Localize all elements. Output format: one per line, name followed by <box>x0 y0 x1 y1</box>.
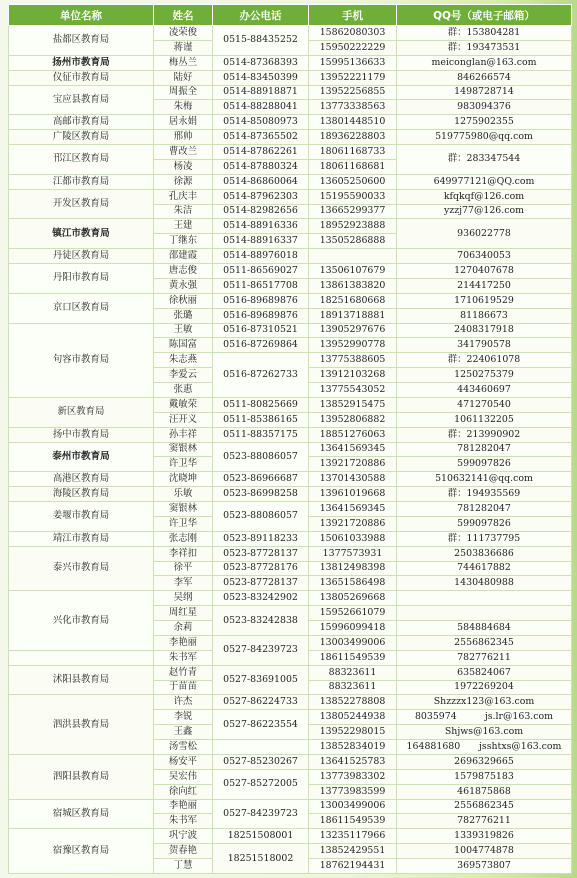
office-phone-cell: 0516-87269864 <box>213 338 309 353</box>
name-cell: 唐志俊 <box>154 264 213 279</box>
qq-email-cell: 群：111737795 <box>397 531 572 546</box>
name-cell: 陆好 <box>154 70 213 85</box>
name-cell: 孙丰祥 <box>154 427 213 442</box>
name-cell: 余莉 <box>154 621 213 636</box>
office-phone-cell: 0516-87262733 <box>213 353 309 398</box>
table-row <box>9 665 572 680</box>
name-cell: 吴纲 <box>154 591 213 606</box>
qq-email-cell: 782776211 <box>397 650 572 665</box>
qq-email-cell: 471270540 <box>397 397 572 412</box>
office-phone-cell: 0527-86224733 <box>213 695 309 710</box>
name-cell: 徐源 <box>154 174 213 189</box>
unit-cell: 泰兴市教育局 <box>9 546 154 591</box>
office-phone-cell: 0514-88976018 <box>213 249 309 264</box>
mobile-cell: 18061168733 <box>309 145 397 160</box>
name-cell: 汪开义 <box>154 412 213 427</box>
mobile-cell: 15195590033 <box>309 189 397 204</box>
name-cell: 李艳丽 <box>154 799 213 814</box>
unit-cell: 镇江市教育局 <box>9 219 154 249</box>
mobile-cell: 13912103268 <box>309 368 397 383</box>
mobile-cell: 13665299377 <box>309 204 397 219</box>
mobile-cell: 13235117966 <box>309 829 397 844</box>
name-cell: 孔庆丰 <box>154 189 213 204</box>
unit-cell: 丹阳市教育局 <box>9 264 154 294</box>
unit-cell: 兴化市教育局 <box>9 591 154 651</box>
mobile-cell: 18061168681 <box>309 159 397 174</box>
office-phone-cell: 0514-88288041 <box>213 100 309 115</box>
name-cell: 朱书军 <box>154 814 213 829</box>
name-cell: 王敏 <box>154 323 213 338</box>
office-phone-cell: 0511-80825669 <box>213 397 309 412</box>
office-phone-cell: 0511-88357175 <box>213 427 309 442</box>
unit-cell: 京口区教育局 <box>9 293 154 323</box>
name-cell: 黄永强 <box>154 278 213 293</box>
qq-email-cell: 1275902355 <box>397 115 572 130</box>
qq-email-cell: 584884684 <box>397 621 572 636</box>
qq-email-cell: 群：193473531 <box>397 40 572 55</box>
unit-cell: 新区教育局 <box>9 397 154 427</box>
mobile-cell: 13773983599 <box>309 784 397 799</box>
qq-email-cell: 8035974 js.lr@163.com <box>397 710 572 725</box>
mobile-cell: 1377573931 <box>309 546 397 561</box>
qq-email-cell: 1339319826 <box>397 829 572 844</box>
mobile-cell: 18762194431 <box>309 859 397 874</box>
mobile-cell: 13861383820 <box>309 278 397 293</box>
qq-email-cell: 2408317918 <box>397 323 572 338</box>
mobile-cell: 13773983302 <box>309 769 397 784</box>
office-phone-cell: 0523-87728137 <box>213 546 309 561</box>
unit-cell: 仪征市教育局 <box>9 70 154 85</box>
office-phone-cell: 0523-86966687 <box>213 472 309 487</box>
mobile-cell: 18611549539 <box>309 650 397 665</box>
unit-cell: 高邮市教育局 <box>9 115 154 130</box>
name-cell: 贺春艳 <box>154 844 213 859</box>
qq-email-cell: 群：224061078 <box>397 353 572 368</box>
office-phone-cell: 0515-88435252 <box>213 26 309 56</box>
unit-cell: 宿豫区教育局 <box>9 829 154 874</box>
qq-email-cell: 81186673 <box>397 308 572 323</box>
mobile-cell: 15950222229 <box>309 40 397 55</box>
mobile-cell: 13003499006 <box>309 799 397 814</box>
table-row <box>9 591 572 606</box>
qq-email-cell: Shjws@163.com <box>397 725 572 740</box>
mobile-cell: 88323611 <box>309 680 397 695</box>
contact-table <box>8 4 572 874</box>
table-row <box>9 502 572 517</box>
name-cell: 王建 <box>154 219 213 234</box>
name-cell: 吴宏伟 <box>154 769 213 784</box>
office-phone-cell: 0511-86569027 <box>213 264 309 279</box>
mobile-cell: 18851276063 <box>309 427 397 442</box>
office-phone-cell: 0514-83450399 <box>213 70 309 85</box>
office-phone-cell: 0516-87310521 <box>213 323 309 338</box>
name-cell: 戴敏荣 <box>154 397 213 412</box>
qq-email-cell <box>397 606 572 621</box>
table-row <box>9 695 572 710</box>
qq-email-cell: 2556862345 <box>397 635 572 650</box>
office-phone-cell: 0523-87728137 <box>213 576 309 591</box>
unit-cell: 海陵区教育局 <box>9 487 154 502</box>
qq-email-cell: 510632141@qq.com <box>397 472 572 487</box>
mobile-cell: 13505286888 <box>309 234 397 249</box>
office-phone-cell: 0527-85272005 <box>213 769 309 799</box>
name-cell: 张璐 <box>154 308 213 323</box>
mobile-cell: 13775543052 <box>309 383 397 398</box>
qq-email-cell: 2556862345 <box>397 799 572 814</box>
table-row <box>9 799 572 814</box>
mobile-cell: 18913718881 <box>309 308 397 323</box>
unit-cell: 盐都区教育局 <box>9 26 154 56</box>
name-cell: 丁慧 <box>154 859 213 874</box>
table-row <box>9 397 572 412</box>
mobile-cell: 15995136633 <box>309 55 397 70</box>
unit-cell: 丹徒区教育局 <box>9 249 154 264</box>
unit-cell: 高港区教育局 <box>9 472 154 487</box>
qq-email-cell: 635824067 <box>397 665 572 680</box>
name-cell: 杨凌 <box>154 159 213 174</box>
office-phone-cell: 0523-87728176 <box>213 561 309 576</box>
name-cell: 张志刚 <box>154 531 213 546</box>
table-row <box>9 487 572 502</box>
qq-email-cell: 1498728714 <box>397 85 572 100</box>
qq-email-cell: 2696329665 <box>397 754 572 769</box>
qq-email-cell <box>397 591 572 606</box>
mobile-cell: 13641569345 <box>309 442 397 457</box>
table-row <box>9 249 572 264</box>
office-phone-cell: 0527-84239723 <box>213 635 309 665</box>
qq-email-cell: 599097826 <box>397 516 572 531</box>
qq-email-cell: 2503836686 <box>397 546 572 561</box>
qq-email-cell: meiconglan@163.com <box>397 55 572 70</box>
mobile-cell: 15996099418 <box>309 621 397 636</box>
mobile-cell: 13921720886 <box>309 516 397 531</box>
mobile-cell: 13805269668 <box>309 591 397 606</box>
qq-email-cell: 649977121@QQ.com <box>397 174 572 189</box>
qq-email-cell: 164881680 jsshtxs@163.com <box>397 740 572 755</box>
name-cell: 丁继东 <box>154 234 213 249</box>
name-cell: 李爱云 <box>154 368 213 383</box>
office-phone-cell: 0516-89689876 <box>213 293 309 308</box>
mobile-cell: 13852429551 <box>309 844 397 859</box>
qq-email-cell: 846266574 <box>397 70 572 85</box>
qq-email-cell: 1061132205 <box>397 412 572 427</box>
unit-cell: 扬中市教育局 <box>9 427 154 442</box>
office-phone-cell: 0523-83242902 <box>213 591 309 606</box>
qq-email-cell: 781282047 <box>397 502 572 517</box>
unit-cell: 邗江区教育局 <box>9 145 154 175</box>
mobile-cell <box>309 249 397 264</box>
office-phone-cell: 18251508001 <box>213 829 309 844</box>
mobile-cell: 13003499006 <box>309 635 397 650</box>
unit-cell: 广陵区教育局 <box>9 130 154 145</box>
name-cell: 窦银林 <box>154 502 213 517</box>
qq-email-cell: 443460697 <box>397 383 572 398</box>
table-row <box>9 55 572 70</box>
table-row <box>9 531 572 546</box>
office-phone-cell: 0523-86998258 <box>213 487 309 502</box>
mobile-cell: 13605250600 <box>309 174 397 189</box>
name-cell: 徐向红 <box>154 784 213 799</box>
unit-cell: 泗阳县教育局 <box>9 754 154 799</box>
table-row <box>9 70 572 85</box>
mobile-cell: 18251680668 <box>309 293 397 308</box>
name-cell: 朱梅 <box>154 100 213 115</box>
mobile-cell: 13952298015 <box>309 725 397 740</box>
header-unit: 单位名称 <box>9 5 154 26</box>
mobile-cell: 13852915475 <box>309 397 397 412</box>
mobile-cell: 88323611 <box>309 665 397 680</box>
office-phone-cell: 0527-86223554 <box>213 710 309 740</box>
office-phone-cell: 0514-88916337 <box>213 234 309 249</box>
qq-email-cell: 1579875183 <box>397 769 572 784</box>
mobile-cell: 13506107679 <box>309 264 397 279</box>
name-cell: 徐秋丽 <box>154 293 213 308</box>
qq-email-cell: 936022778 <box>397 219 572 249</box>
name-cell: 梅丛兰 <box>154 55 213 70</box>
office-phone-cell: 0514-85080973 <box>213 115 309 130</box>
table-row <box>9 472 572 487</box>
mobile-cell: 18611549539 <box>309 814 397 829</box>
mobile-cell: 15952661079 <box>309 606 397 621</box>
qq-email-cell: 744617882 <box>397 561 572 576</box>
office-phone-cell: 0514-88918871 <box>213 85 309 100</box>
mobile-cell: 15862080303 <box>309 26 397 41</box>
name-cell: 朱志燕 <box>154 353 213 368</box>
unit-cell: 泗洪县教育局 <box>9 695 154 755</box>
qq-email-cell: 782776211 <box>397 814 572 829</box>
name-cell: 徐平 <box>154 561 213 576</box>
office-phone-cell: 0527-83691005 <box>213 665 309 695</box>
office-phone-cell: 0523-83242838 <box>213 606 309 636</box>
contact-table-panel <box>8 4 571 874</box>
table-header-row <box>9 5 572 26</box>
name-cell: 邵建霞 <box>154 249 213 264</box>
table-row <box>9 264 572 279</box>
qq-email-cell: 群：283347544 <box>397 145 572 175</box>
name-cell: 巩宁波 <box>154 829 213 844</box>
qq-email-cell: 1710619529 <box>397 293 572 308</box>
qq-email-cell: 706340053 <box>397 249 572 264</box>
unit-cell <box>9 650 154 665</box>
table-row <box>9 189 572 204</box>
unit-cell: 句容市教育局 <box>9 323 154 397</box>
office-phone-cell: 0514-87862261 <box>213 145 309 160</box>
name-cell: 汤雪松 <box>154 740 213 755</box>
table-row <box>9 26 572 41</box>
qq-email-cell: 群：153804281 <box>397 26 572 41</box>
office-phone-cell: 0523-89118233 <box>213 531 309 546</box>
mobile-cell: 13801448510 <box>309 115 397 130</box>
name-cell: 李艳丽 <box>154 635 213 650</box>
qq-email-cell: 599097826 <box>397 457 572 472</box>
table-row <box>9 323 572 338</box>
office-phone-cell: 0514-87962303 <box>213 189 309 204</box>
qq-email-cell: 983094376 <box>397 100 572 115</box>
table-row <box>9 829 572 844</box>
header-qq-email: QQ号（或电子邮箱） <box>397 5 572 26</box>
qq-email-cell: kfqkqf@126.com <box>397 189 572 204</box>
name-cell: 周红星 <box>154 606 213 621</box>
qq-email-cell: 群：213990902 <box>397 427 572 442</box>
unit-cell: 宝应县教育局 <box>9 85 154 115</box>
name-cell: 赵竹青 <box>154 665 213 680</box>
office-phone-cell <box>213 740 309 755</box>
qq-email-cell: 群：194935569 <box>397 487 572 502</box>
name-cell: 于苗苗 <box>154 680 213 695</box>
name-cell: 凌荣俊 <box>154 26 213 41</box>
name-cell: 沈晓坤 <box>154 472 213 487</box>
name-cell: 朱书军 <box>154 650 213 665</box>
header-name: 姓名 <box>154 5 213 26</box>
mobile-cell: 13641569345 <box>309 502 397 517</box>
header-office-phone: 办公电话 <box>213 5 309 26</box>
mobile-cell: 18936228803 <box>309 130 397 145</box>
name-cell: 乐敏 <box>154 487 213 502</box>
header-mobile: 手机 <box>309 5 397 26</box>
table-row <box>9 130 572 145</box>
table-row <box>9 546 572 561</box>
qq-email-cell: 1250275379 <box>397 368 572 383</box>
qq-email-cell: Shzzzx123@163.com <box>397 695 572 710</box>
qq-email-cell: 519775980@qq.com <box>397 130 572 145</box>
mobile-cell: 13952806882 <box>309 412 397 427</box>
office-phone-cell: 0514-82982656 <box>213 204 309 219</box>
mobile-cell: 13641525783 <box>309 754 397 769</box>
name-cell: 李祥扣 <box>154 546 213 561</box>
table-row <box>9 754 572 769</box>
mobile-cell: 13775388605 <box>309 353 397 368</box>
office-phone-cell: 0511-86517708 <box>213 278 309 293</box>
unit-cell: 扬州市教育局 <box>9 55 154 70</box>
table-row <box>9 145 572 160</box>
name-cell: 邢帅 <box>154 130 213 145</box>
mobile-cell: 13952221179 <box>309 70 397 85</box>
mobile-cell: 13852278808 <box>309 695 397 710</box>
qq-email-cell: 1430480988 <box>397 576 572 591</box>
mobile-cell: 13921720886 <box>309 457 397 472</box>
name-cell: 居永娟 <box>154 115 213 130</box>
unit-cell: 宿城区教育局 <box>9 799 154 829</box>
name-cell: 窦银林 <box>154 442 213 457</box>
mobile-cell: 13812498398 <box>309 561 397 576</box>
mobile-cell: 13961019668 <box>309 487 397 502</box>
table-row <box>9 174 572 189</box>
name-cell: 杨安平 <box>154 754 213 769</box>
unit-cell: 泰州市教育局 <box>9 442 154 472</box>
unit-cell: 靖江市教育局 <box>9 531 154 546</box>
mobile-cell: 13805244938 <box>309 710 397 725</box>
qq-email-cell: 341790578 <box>397 338 572 353</box>
name-cell: 朱洁 <box>154 204 213 219</box>
table-row <box>9 293 572 308</box>
qq-email-cell: yzzj77@126.com <box>397 204 572 219</box>
office-phone-cell: 0516-89689876 <box>213 308 309 323</box>
table-row <box>9 219 572 234</box>
qq-email-cell: 214417250 <box>397 278 572 293</box>
name-cell: 许卫华 <box>154 516 213 531</box>
unit-cell: 江都市教育局 <box>9 174 154 189</box>
table-row <box>9 442 572 457</box>
mobile-cell: 13701430588 <box>309 472 397 487</box>
mobile-cell: 13952256855 <box>309 85 397 100</box>
unit-cell: 沭阳县教育局 <box>9 665 154 695</box>
name-cell: 李军 <box>154 576 213 591</box>
name-cell: 许卫华 <box>154 457 213 472</box>
office-phone-cell: 0514-86860064 <box>213 174 309 189</box>
name-cell: 李锐 <box>154 710 213 725</box>
name-cell: 王鑫 <box>154 725 213 740</box>
name-cell: 曹改兰 <box>154 145 213 160</box>
qq-email-cell: 781282047 <box>397 442 572 457</box>
office-phone-cell: 0514-87365502 <box>213 130 309 145</box>
office-phone-cell: 0527-84239723 <box>213 799 309 829</box>
mobile-cell: 13852834019 <box>309 740 397 755</box>
qq-email-cell: 461875868 <box>397 784 572 799</box>
qq-email-cell: 369573807 <box>397 859 572 874</box>
mobile-cell: 18952923888 <box>309 219 397 234</box>
office-phone-cell: 18251518002 <box>213 844 309 874</box>
name-cell: 陈国富 <box>154 338 213 353</box>
office-phone-cell: 0523-88086057 <box>213 442 309 472</box>
unit-cell: 姜堰市教育局 <box>9 502 154 532</box>
mobile-cell: 13905297676 <box>309 323 397 338</box>
table-row <box>9 85 572 100</box>
mobile-cell: 13651586498 <box>309 576 397 591</box>
office-phone-cell: 0514-88916336 <box>213 219 309 234</box>
table-row <box>9 115 572 130</box>
qq-email-cell: 1004774878 <box>397 844 572 859</box>
qq-email-cell: 1972269204 <box>397 680 572 695</box>
mobile-cell: 15061033988 <box>309 531 397 546</box>
table-row <box>9 427 572 442</box>
office-phone-cell: 0514-87880324 <box>213 159 309 174</box>
office-phone-cell: 0523-88086057 <box>213 502 309 532</box>
mobile-cell: 13952990778 <box>309 338 397 353</box>
name-cell: 蒋谨 <box>154 40 213 55</box>
name-cell: 张惠 <box>154 383 213 398</box>
unit-cell: 开发区教育局 <box>9 189 154 219</box>
mobile-cell: 13773338563 <box>309 100 397 115</box>
name-cell: 周振全 <box>154 85 213 100</box>
name-cell: 许杰 <box>154 695 213 710</box>
qq-email-cell: 1270407678 <box>397 264 572 279</box>
office-phone-cell: 0514-87368393 <box>213 55 309 70</box>
office-phone-cell: 0511-85386165 <box>213 412 309 427</box>
office-phone-cell: 0527-85230267 <box>213 754 309 769</box>
